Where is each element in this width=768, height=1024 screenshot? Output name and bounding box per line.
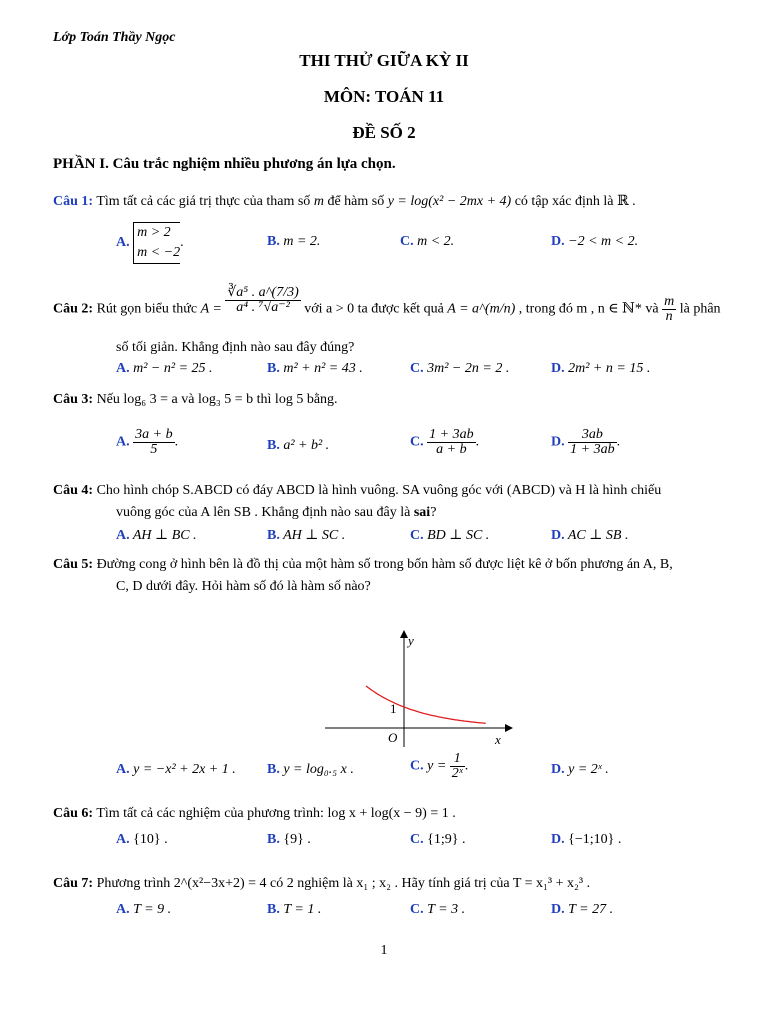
question-text: Rút gọn biểu thức — [96, 301, 198, 317]
question-3 — [53, 392, 338, 408]
question-7 — [53, 876, 590, 892]
q1-option-b[interactable]: B. m = 2. — [267, 234, 321, 249]
class-name: Lớp Toán Thầy Ngọc — [53, 30, 176, 45]
option-label: A. — [116, 235, 130, 251]
q4-option-c[interactable]: C. BD ⊥ SC . — [410, 528, 490, 543]
subject-title: MÔN: TOÁN 11 — [323, 87, 445, 106]
q2-option-d[interactable]: D. 2m² + n = 15 . — [551, 361, 651, 376]
function-graph — [320, 625, 520, 750]
question-text: Nếu log₆ 3 = a và log₃ 5 = b thì log 5 bằng. — [96, 392, 338, 407]
q6-option-b[interactable]: B. {9} . — [267, 832, 311, 847]
question-text: Phương trình 2^(x²−3x+2) = 4 có 2 nghiệm là x₁ ; x₂ . Hãy tính giá trị của T = x₁³ + x₂³ . — [96, 876, 591, 891]
formula-fraction: $\frac{\text{∛a⁵ . a\textasciicircum{}(7/3)}}{\text{a⁴ . ⁷√a⁻²}}$ — [227, 285, 299, 315]
q1-option-a[interactable]: A. m > 2 m < −2 . — [116, 222, 184, 264]
q2-option-a[interactable]: A. m² − n² = 25 . — [116, 361, 213, 376]
q4-option-d[interactable]: D. AC ⊥ SB . — [551, 528, 629, 543]
y-axis-label: y — [408, 633, 414, 648]
q1-option-c[interactable]: C. m < 2. — [400, 234, 455, 249]
question-label: Câu 7: — [53, 876, 94, 891]
q5-option-b[interactable]: B. y = log₀.₅ x . — [267, 762, 354, 777]
m-over-n-fraction: $\frac{m}{n}$ — [664, 294, 675, 324]
q3-option-d[interactable]: D. $\frac{3ab}{1 + 3ab}$ . — [551, 427, 621, 457]
question-4-line2: vuông góc của A lên SB . Khẳng định nào sau đây là sai? — [116, 505, 437, 520]
q7-option-c[interactable]: C. T = 3 . — [410, 902, 466, 917]
q6-option-c[interactable]: C. {1;9} . — [410, 832, 466, 847]
question-text: Tìm tất cả các nghiệm của phương trình: log x + log(x − 9) = 1 . — [96, 806, 456, 821]
question-2: Câu 2: Rút gọn biểu thức A = $\frac{\text{∛a⁵ . a\textasciicircum{}(7/3)}}{\text{a⁴ . ⁷√a⁻²}}$ với a > 0 ta được kết quả A = a^(m/n) , trong đó m , n ∈ ℕ* và $\frac{m}{n}$ là phân — [53, 285, 721, 324]
q2-option-b[interactable]: B. m² + n² = 43 . — [267, 361, 363, 376]
question-text: Cho hình chóp S.ABCD có đáy ABCD là hình vuông. SA vuông góc với (ABCD) và H là hình chiếu — [96, 483, 662, 498]
exponential-curve — [366, 686, 486, 723]
exam-title: THI THỬ GIỮA KỲ II — [299, 51, 469, 70]
q5-option-c[interactable]: C. y = $\frac{1}{\text{2ˣ}}$ . — [410, 751, 469, 781]
question-text: có tập xác định là ℝ . — [514, 194, 636, 209]
exam-number: ĐỀ SỐ 2 — [352, 123, 416, 142]
q6-option-a[interactable]: A. {10} . — [116, 832, 168, 847]
question-4 — [53, 483, 661, 499]
q7-option-d[interactable]: D. T = 27 . — [551, 902, 614, 917]
question-text: để hàm số — [327, 194, 385, 209]
q5-option-a[interactable]: A. y = −x² + 2x + 1 . — [116, 762, 236, 777]
q7-option-a[interactable]: A. T = 9 . — [116, 902, 172, 917]
question-1 — [53, 193, 636, 210]
question-label: Câu 3: — [53, 392, 94, 407]
q4-option-a[interactable]: A. AH ⊥ BC . — [116, 528, 197, 543]
question-text: Tìm tất cả các giá trị thực của tham số — [96, 194, 311, 209]
q1-option-d[interactable]: D. −2 < m < 2. — [551, 234, 639, 249]
q3-option-b[interactable]: B. a² + b² . — [267, 438, 330, 453]
q2-option-c[interactable]: C. 3m² − 2n = 2 . — [410, 361, 510, 376]
question-label: Câu 1: — [53, 194, 94, 209]
bracket-system: m > 2 m < −2 — [133, 222, 180, 264]
question-text: Đường cong ở hình bên là đồ thị của một hàm số trong bốn hàm số được liệt kê ở bốn phương án A, B, — [96, 557, 673, 572]
q6-option-d[interactable]: D. {−1;10} . — [551, 832, 622, 847]
q5-option-d[interactable]: D. y = 2ˣ . — [551, 762, 609, 777]
one-label: 1 — [390, 701, 397, 716]
question-6 — [53, 806, 456, 822]
formula: y = log(x² − 2mx + 4) — [387, 194, 512, 209]
var-m: m — [313, 194, 324, 209]
question-label: Câu 4: — [53, 483, 94, 498]
q3-option-a[interactable]: A. $\frac{3a + b}{5}$ . — [116, 427, 179, 457]
question-label: Câu 6: — [53, 806, 94, 821]
origin-label: O — [388, 730, 398, 745]
question-5 — [53, 557, 673, 573]
page-number: 1 — [380, 943, 388, 958]
q4-option-b[interactable]: B. AH ⊥ SC . — [267, 528, 346, 543]
question-5-line2: C, D dưới đây. Hỏi hàm số đó là hàm số nào? — [116, 579, 371, 594]
question-2-line2: số tối giản. Khẳng định nào sau đây đúng? — [116, 340, 355, 355]
q3-option-c[interactable]: C. $\frac{1 + 3ab}{a + b}$ . — [410, 427, 480, 457]
question-label: Câu 5: — [53, 557, 94, 572]
q7-option-b[interactable]: B. T = 1 . — [267, 902, 322, 917]
x-axis-label: x — [495, 732, 501, 747]
question-label: Câu 2: — [53, 301, 94, 317]
part1-heading: PHẦN I. Câu trắc nghiệm nhiều phương án lựa chọn. — [53, 156, 396, 172]
